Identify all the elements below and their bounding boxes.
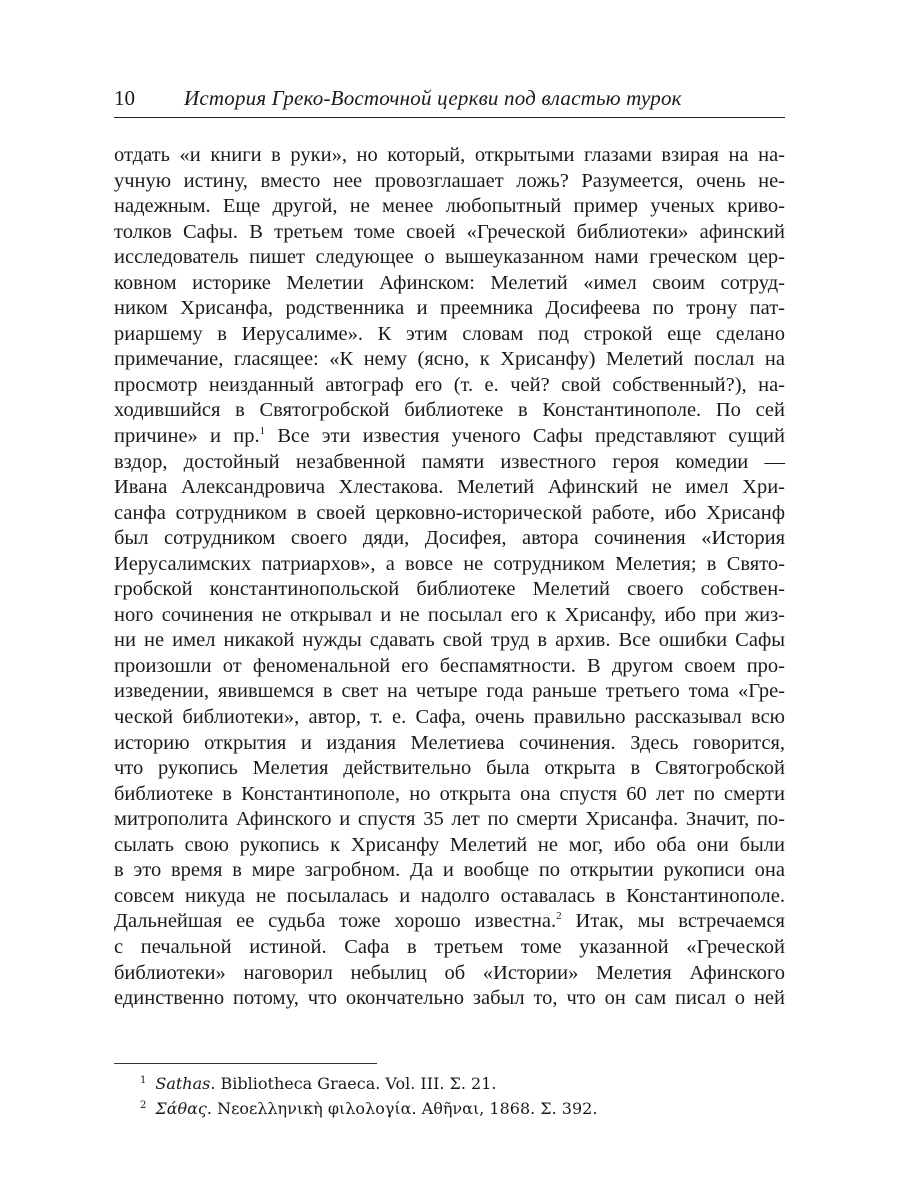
page-header bbox=[114, 84, 785, 118]
footnote-text: . Νεοελληνικὴ φιλολογία. Αθῆναι, 1868. Σ. 392. bbox=[206, 1099, 598, 1118]
text-line: примечание, гласящее: «К нему (ясно, к Хрисанфу) Мелетий послал на bbox=[114, 348, 785, 371]
text-fragment: Итак, мы встречаемся bbox=[561, 910, 785, 933]
text-line: санфа сотрудником в своей церковно-исторической работе, ибо Хрисанф bbox=[114, 501, 785, 524]
footnote-ref-1[interactable]: 1 bbox=[259, 425, 266, 438]
text-line: сылать свою рукопись к Хрисанфу Мелетий не мог, ибо оба они были bbox=[114, 833, 785, 856]
text-line: просмотр неизданный автограф его (т. е. чей? свой собственный?), на- bbox=[114, 373, 785, 396]
text-line: ходившийся в Святогробской библиотеке в Константинополе. По сей bbox=[114, 399, 785, 422]
header-rule bbox=[114, 117, 785, 118]
text-line: с печальной истиной. Сафа в третьем томе указанной «Греческой bbox=[114, 935, 785, 958]
text-line: в это время в мире загробном. Да и вообще по открытии рукописи она bbox=[114, 859, 785, 882]
text-line: был сотрудником своего дяди, Досифея, автора сочинения «История bbox=[114, 527, 785, 550]
text-line: библиотеки» наговорил небылиц об «Истории» Мелетия Афинского bbox=[114, 961, 785, 984]
text-line: митрополита Афинского и спустя 35 лет по смерти Хрисанфа. Значит, по- bbox=[114, 808, 785, 831]
text-line: гробской константинопольской библиотеке Мелетий своего собствен- bbox=[114, 578, 785, 601]
running-title: История Греко-Восточной церкви под властью турок bbox=[184, 86, 682, 110]
text-fragment: причине» и пр. bbox=[114, 425, 260, 448]
footnote-rule bbox=[114, 1063, 377, 1064]
text-line: Ивана Александровича Хлестакова. Мелетий Афинский не имел Хри- bbox=[114, 476, 785, 499]
footnote-2 bbox=[140, 1095, 780, 1120]
text-line: Иерусалимских патриархов», а вовсе не сотрудником Мелетия; в Свято- bbox=[114, 552, 785, 575]
text-line: историю открытия и издания Мелетиева сочинения. Здесь говорится, bbox=[114, 731, 785, 754]
footnote-author: Σάθας bbox=[155, 1099, 207, 1118]
text-line: надежным. Еще другой, не менее любопытный пример ученых криво- bbox=[114, 195, 785, 218]
footnote-text: . Bibliotheca Graeca. Vol. III. Σ. 21. bbox=[210, 1074, 497, 1093]
text-line-with-footnote bbox=[114, 909, 785, 935]
footnote-author: Sathas bbox=[155, 1074, 211, 1093]
text-line: исследователь пишет следующее о вышеуказанном нами греческом цер- bbox=[114, 246, 785, 269]
footnote-ref-2[interactable]: 2 bbox=[556, 910, 562, 923]
text-line: ного сочинения не открывал и не посылал его к Хрисанфу, ибо при жиз- bbox=[114, 603, 785, 626]
footnote-number: 1 bbox=[140, 1075, 147, 1086]
text-line: вздор, достойный незабвенной памяти известного героя комедии — bbox=[114, 450, 785, 473]
text-line: учную истину, вместо нее провозглашает ложь? Разумеется, очень не- bbox=[114, 169, 785, 192]
text-line-with-footnote bbox=[114, 424, 785, 450]
text-line: библиотеке в Константинополе, но открыта она спустя 60 лет по смерти bbox=[114, 782, 785, 805]
text-line: изведении, явившемся в свет на четыре года раньше третьего тома «Гре- bbox=[114, 680, 785, 703]
page-number: 10 bbox=[114, 86, 135, 110]
text-line: произошли от феноменальной его беспамятности. В другом своем про- bbox=[114, 654, 785, 677]
text-line: ческой библиотеки», автор, т. е. Сафа, очень правильно рассказывал всю bbox=[114, 706, 785, 729]
footnote-1 bbox=[140, 1070, 780, 1095]
text-line: что рукопись Мелетия действительно была открыта в Святогробской bbox=[114, 757, 785, 780]
text-fragment: Все эти известия ученого Сафы представляют сущий bbox=[265, 425, 785, 448]
text-line: риаршему в Иерусалиме». К этим словам под строкой еще сделано bbox=[114, 322, 785, 345]
text-line: толков Сафы. В третьем томе своей «Греческой библиотеки» афинский bbox=[114, 220, 785, 243]
text-fragment: Дальнейшая ее судьба тоже хорошо известна. bbox=[114, 910, 557, 933]
footnote-number: 2 bbox=[140, 1100, 147, 1111]
text-line: ником Хрисанфа, родственника и преемника Досифеева по трону пат- bbox=[114, 297, 785, 320]
body-text bbox=[114, 143, 785, 1012]
text-line: ковном историке Мелетии Афинском: Мелетий «имел своим сотруд- bbox=[114, 271, 785, 294]
text-line: единственно потому, что окончательно забыл то, что он сам писал о ней bbox=[114, 987, 785, 1010]
text-line: отдать «и книги в руки», но который, открытыми глазами взирая на на- bbox=[114, 144, 785, 166]
footnotes bbox=[140, 1070, 780, 1120]
text-line: ни не имел никакой нужды сдавать свой труд в архив. Все ошибки Сафы bbox=[114, 629, 785, 652]
text-line: совсем никуда не посылалась и надолго оставалась в Константинополе. bbox=[114, 884, 785, 907]
